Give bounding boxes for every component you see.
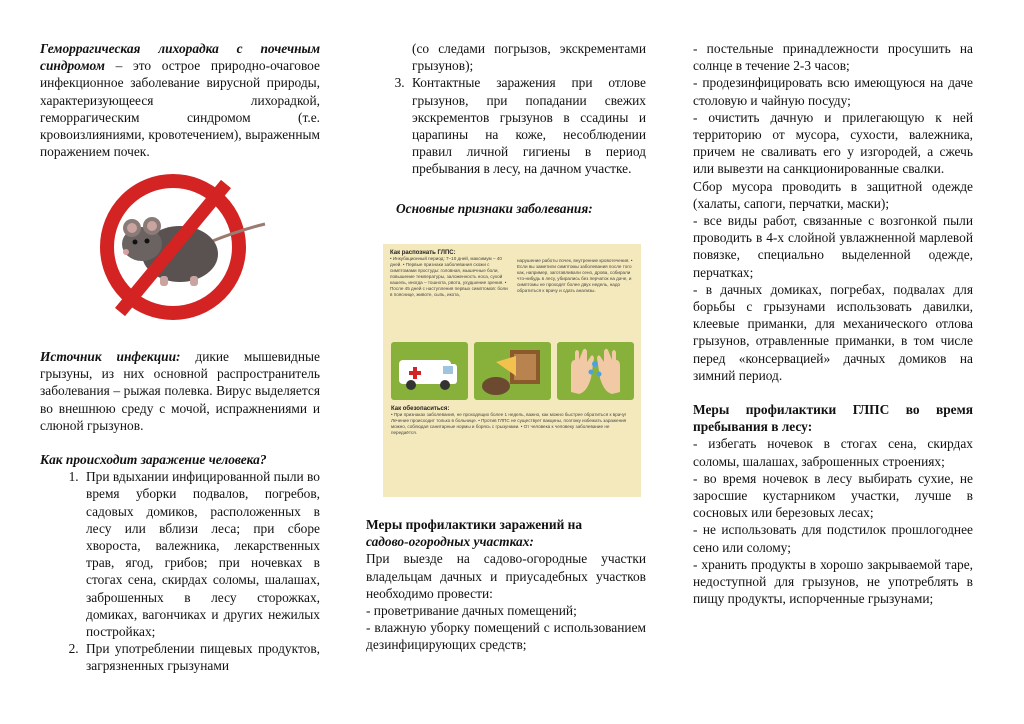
signs-heading: Основные признаки заболевания: <box>396 200 593 216</box>
dacha-line: Сбор мусора проводить в защитной одежде (халаты, сапоги, перчатки, маски); <box>693 178 973 211</box>
prevent-heading-italic: садово-огородных участках: <box>366 534 534 550</box>
forest-heading: Меры профилактики ГЛПС во время пребывания в лесу: <box>693 402 973 435</box>
forest-line: - хранить продукты в хорошо закрываемой таре, недоступной для грызунов, не употреблять в пищу продукты, испорченные грызунами; <box>693 556 973 607</box>
dacha-line: - все виды работ, связанные с возгонкой пыли проводить в 4-х слойной увлажненной марлевой повязке, специально выделенной одежде, перчатках; <box>693 213 973 280</box>
infection-list <box>40 468 320 674</box>
dacha-line: - в дачных домиках, погребах, подвалах для борьбы с грызунами использовать давилки, клеевые приманки, для механического отлова грызунов, отравленные приманки, в том числе перед «консервацией» дачных домиков на зимний период. <box>693 281 973 383</box>
protect-text: • При признаках заболевания, не проходящих более 1 недель, важно, как можно быстрее обратиться к врачу! Лечение происходит только в больнице. • Против ГЛПС не существует вакцины, поэтому избежать заражения можно, соблюдая санитарные нормы и борясь с грызунами. • От человека к человеку заболевание не передаётся. <box>391 412 627 435</box>
list-continuation: (со следами погрызов, экскрементами грызунов); <box>412 41 646 74</box>
forest-line: - не использовать для подстилок прошлогоднее сено или солому; <box>693 522 973 555</box>
column-2 <box>366 40 646 217</box>
dacha-line: - очистить дачную и прилегающую к ней территорию от мусора, сухости, валежника, причем не сваливать его у изгородей, а сжечь или вывезти на санкционированные свалки. <box>693 109 973 177</box>
prevent-line: - проветривание дачных помещений; <box>366 603 577 619</box>
dacha-line: - постельные принадлежности просушить на солнце в течение 2-3 часов; <box>693 41 973 74</box>
column-3 <box>693 40 973 608</box>
intro-paragraph <box>40 40 320 160</box>
dacha-line: - продезинфицировать всю имеющуюся на даче столовую и чайную посуду; <box>693 75 973 108</box>
rat-cheese-icon <box>474 342 551 400</box>
forest-line: - во время ночевок в лесу выбирать сухие, не заросшие кустарником участки, лучше в сосновых или березовых лесах; <box>693 470 973 521</box>
disease-name: Геморрагическая лихорадка с почечным синдромом <box>40 41 320 74</box>
prevent-heading-bold: Меры профилактики заражений на <box>366 517 583 532</box>
prevent-line: - влажную уборку помещений с использованием дезинфицирующих средств; <box>366 620 646 653</box>
infection-list-continued <box>366 74 646 177</box>
intro-text: – это острое природно-очаговое инфекционное заболевание вирусной природы, характеризующееся лихорадкой, геморрагическим синдромом (т.е. кровоизлияниями, кровотечением), выраженным поражением почек. <box>40 58 320 160</box>
no-rats-icon <box>80 172 266 322</box>
prevent-line: При выезде на садово-огородные участки владельцам дачных и приусадебных участков необходимо провести: <box>366 551 646 601</box>
infographic-right-text: нарушение работы почек, внутренние кровотечения. • Если вы заметили симптомы заболевания после того как, например, заготавливали сено, дрова, собирали что-нибудь в лесу, убирались без перчаток на даче, и симптомы не проходят более двух недель, надо обратиться к врачу и сдать анализы. <box>517 258 633 293</box>
prevent-heading <box>366 516 646 533</box>
infographic-left-text: • Инкубационный период: 7–10 дней, максимум – 40 дней. • Первые признаки заболевания схожи с симптомами простуды: головная, мышечные боли, повышение температуры, заложенность носа, сухой кашель, иногда – тошнота, рвота, ухудшение зрения. • После 45 дней с наступления первых симптомов: боли в пояснице, животе, сыпь, икота, <box>390 256 508 297</box>
list-item: 2. При употреблении пищевых продуктов, загрязненных грызунами <box>82 640 320 674</box>
infection-heading: Как происходит заражение человека? <box>40 452 267 468</box>
column-1-lower <box>40 348 320 675</box>
hand-washing-icon <box>557 342 634 400</box>
protect-title: Как обезопаситься: <box>391 406 450 412</box>
source-paragraph <box>40 348 320 434</box>
ambulance-icon <box>391 342 468 400</box>
list-item: 3. Контактные заражения при отлове грызунов, при попадании свежих экскрементов грызунов в ссадины и царапины на коже, несоблюдении правил личной гигиены в период пребывания в лесу, на дачном участке. <box>408 74 646 177</box>
symptoms-infographic <box>383 244 641 497</box>
column-1 <box>40 40 320 160</box>
list-item: 1. При вдыхании инфицированной пыли во время уборки подвалов, погребов, садовых домиков, расположенных в лесу или вблизи леса; при сборе хвороста, валежника, лекарственных трав, ягод, грибов; при ночевках в стогах сена, скирдах соломы, шалашах, заброшенных в лесу сторожках, домиках, вагончиках и других нежилых постройках; <box>82 468 320 640</box>
forest-line: - избегать ночевок в стогах сена, скирдах соломы, шалашах, заброшенных строениях; <box>693 436 973 469</box>
source-text: дикие мышевидные грызуны, из них основной распространитель заболевания – рыжая полевка. Вирус выделяется во внешнюю среду с мочой, испражнениями и слюной грызунов. <box>40 349 320 433</box>
source-label: Источник инфекции: <box>40 349 181 364</box>
column-2-lower <box>366 516 646 654</box>
infographic-title: Как распознать ГЛПС: <box>390 250 456 256</box>
